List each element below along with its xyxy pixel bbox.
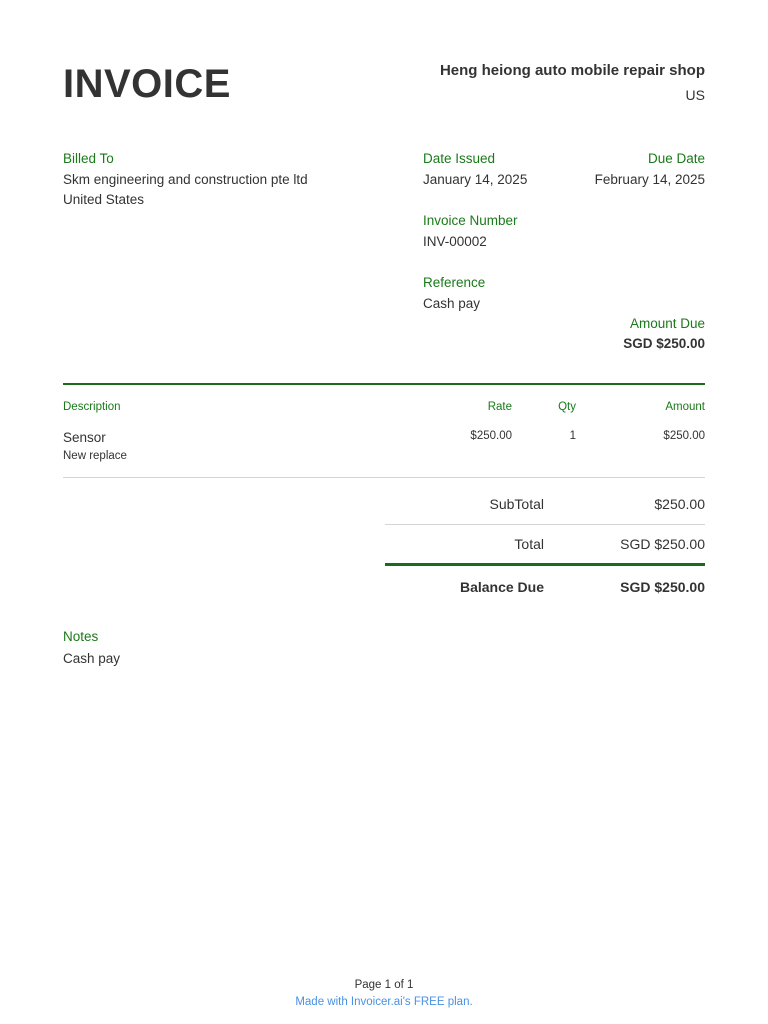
due-date-label: Due Date xyxy=(647,151,705,166)
line-item-amount: $250.00 xyxy=(663,430,705,442)
date-issued-label: Date Issued xyxy=(423,151,496,166)
page-number: Page 1 of 1 xyxy=(354,979,414,991)
total-value: SGD $250.00 xyxy=(620,536,705,552)
due-date-value: February 14, 2025 xyxy=(594,172,705,187)
amount-due-value: SGD $250.00 xyxy=(623,336,705,351)
notes-label: Notes xyxy=(63,629,99,644)
balance-due-label: Balance Due xyxy=(459,579,544,595)
total-label: Total xyxy=(514,536,544,552)
line-item-qty: 1 xyxy=(569,430,576,442)
line-item-rate: $250.00 xyxy=(470,430,512,442)
line-item-name: Sensor xyxy=(63,430,106,445)
invoice-title: INVOICE xyxy=(63,62,231,106)
amount-due-label: Amount Due xyxy=(629,316,705,331)
reference-value: Cash pay xyxy=(423,296,481,311)
date-issued-value: January 14, 2025 xyxy=(423,172,528,187)
reference-label: Reference xyxy=(423,275,486,290)
notes-text: Cash pay xyxy=(63,651,121,666)
balance-due-value: SGD $250.00 xyxy=(620,579,705,595)
column-header-qty: Qty xyxy=(558,401,576,413)
table-row-divider xyxy=(63,477,705,478)
invoice-number-label: Invoice Number xyxy=(423,213,518,228)
total-rule xyxy=(385,563,705,566)
subtotal-label: SubTotal xyxy=(489,496,544,512)
column-header-rate: Rate xyxy=(487,401,512,413)
billed-to-label: Billed To xyxy=(63,151,114,166)
column-header-description: Description xyxy=(63,401,121,413)
line-item-detail: New replace xyxy=(63,450,127,462)
column-header-amount: Amount xyxy=(665,401,705,413)
subtotal-divider xyxy=(385,524,705,525)
subtotal-value: $250.00 xyxy=(654,496,705,512)
table-top-rule xyxy=(63,383,705,385)
company-name: Heng heiong auto mobile repair shop xyxy=(439,62,705,79)
billed-to-country: United States xyxy=(63,192,145,207)
billed-to-name: Skm engineering and construction pte ltd xyxy=(63,172,308,187)
made-with-link[interactable]: Made with Invoicer.ai's FREE plan. xyxy=(295,996,473,1008)
invoice-number-value: INV-00002 xyxy=(423,234,487,249)
company-country: US xyxy=(685,87,705,103)
